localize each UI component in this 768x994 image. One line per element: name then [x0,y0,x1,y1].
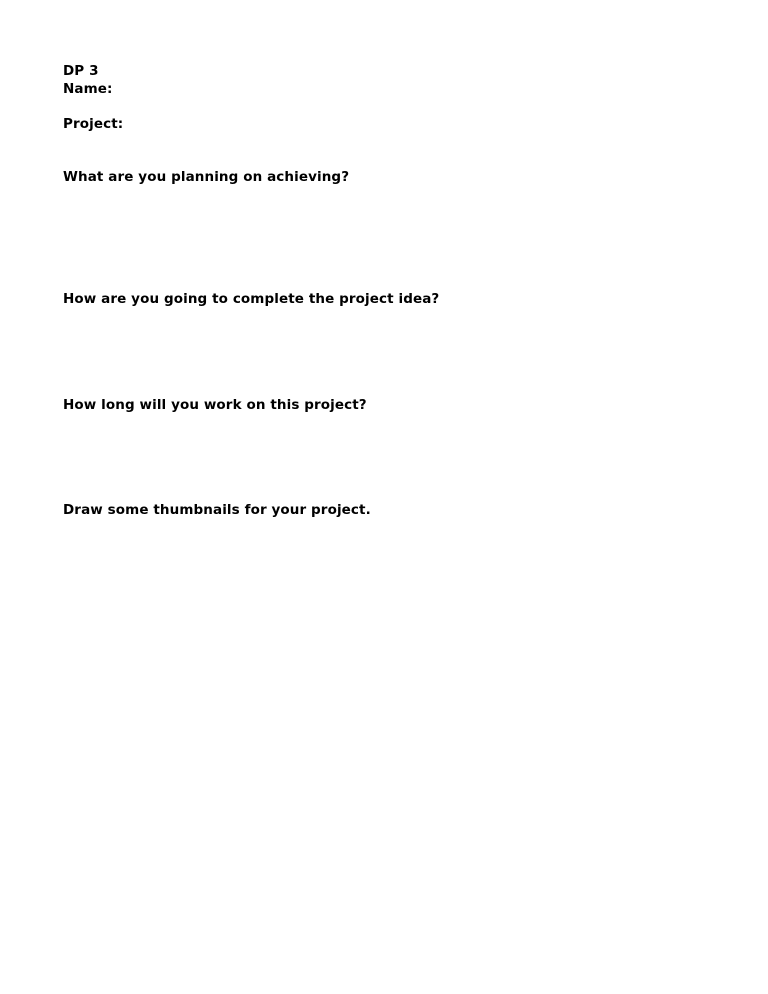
question-method: How are you going to complete the project idea? [63,291,440,307]
question-thumbnails: Draw some thumbnails for your project. [63,502,371,518]
course-label: DP 3 [63,63,99,79]
question-goal: What are you planning on achieving? [63,169,350,185]
name-label: Name: [63,81,113,97]
question-duration: How long will you work on this project? [63,397,367,413]
project-label: Project: [63,116,124,132]
